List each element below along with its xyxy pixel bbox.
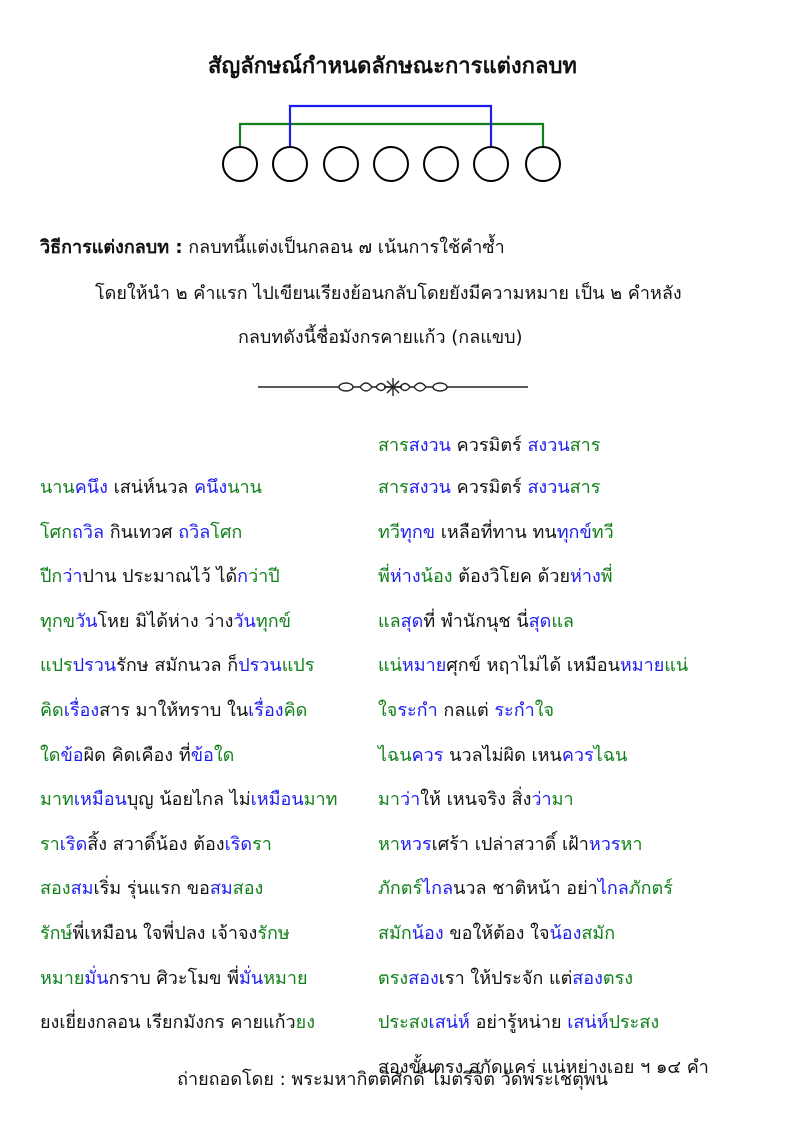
verse-text: เรา ให้ประจัก แต่	[438, 967, 573, 989]
repeated-word: น้อง	[549, 923, 582, 944]
repeated-word: สงวน	[408, 477, 451, 498]
syllable-circle	[424, 147, 458, 181]
repeated-word: มั่น	[84, 967, 109, 989]
repeated-word: แปร	[281, 655, 315, 677]
repeated-word: ข้อ	[190, 744, 214, 766]
repeated-word: ว่าปี	[248, 566, 280, 588]
verse-text: นวลไม่ผิด เหน	[443, 744, 562, 766]
repeated-word: มา	[551, 789, 574, 811]
verse-line-left	[40, 650, 314, 679]
repeated-word: สอง	[232, 878, 264, 900]
syllable-circle	[474, 147, 508, 181]
blue-links	[290, 106, 491, 146]
syllable-circle	[374, 147, 408, 181]
repeated-word: มาท	[303, 789, 338, 811]
repeated-word: สงวน	[527, 435, 570, 456]
repeated-word: ทุกข	[399, 521, 436, 543]
verse-line-right	[378, 1007, 659, 1036]
repeated-word: สม	[209, 878, 233, 900]
verse-text: อย่ารู้หน่าย	[469, 1012, 568, 1034]
repeated-word: สาร	[378, 435, 409, 456]
repeated-word: รา	[252, 833, 272, 855]
verse-text: ที่ พำนักนุช นี่	[423, 610, 529, 632]
verse-text: ศุกข์ หฤาไม่ได้ เหมือน	[446, 655, 620, 677]
repeated-word: เหมือน	[250, 789, 304, 811]
repeated-word: ปรวน	[72, 655, 117, 677]
repeated-word: วัน	[233, 610, 256, 632]
verse-text: ต้องวิโยค ด้วย	[452, 566, 570, 588]
repeated-word: สาร	[569, 435, 601, 456]
repeated-word: ว่า	[531, 789, 552, 811]
repeated-word: รักษ์	[40, 923, 73, 944]
syllable-circle	[324, 147, 358, 181]
verse-line-left	[40, 740, 234, 769]
repeated-word: ถวิล	[72, 521, 105, 543]
verse-text: กินเทวศ	[104, 521, 179, 543]
verse-line-right	[378, 873, 673, 902]
repeated-word: หวร	[399, 833, 432, 855]
verse-text: รักษ สมักนวล ก็	[116, 655, 239, 677]
verse-line-left	[40, 606, 291, 635]
repeated-word: ปรวน	[238, 655, 282, 677]
repeated-word: ใด	[40, 744, 61, 766]
verse-line-left	[40, 517, 242, 546]
repeated-word: ระกำ	[397, 700, 438, 721]
repeated-word: ยง	[295, 1012, 315, 1034]
repeated-word: เสน่ห์	[428, 1012, 470, 1034]
repeated-word: แน่	[664, 655, 689, 677]
repeated-word: เหมือน	[73, 789, 127, 811]
syllable-circle	[526, 147, 560, 181]
repeated-word: พี่	[600, 566, 613, 588]
repeated-word: สุด	[400, 610, 424, 632]
green-links	[240, 124, 543, 146]
repeated-word: เริด	[224, 833, 253, 855]
verse-text: ให้ เหนจริง สิ่ง	[420, 789, 532, 811]
verse-line-right	[378, 784, 574, 813]
description-label: วิธีการแต่งกลบท :	[40, 237, 183, 258]
repeated-word: ข้อ	[60, 744, 84, 766]
repeated-word: ระกำ	[494, 700, 535, 721]
repeated-word: ทวี	[378, 521, 400, 543]
repeated-word: สงวน	[408, 435, 451, 456]
repeated-word: ทุกข์	[255, 610, 291, 632]
repeated-word: น้อง	[411, 923, 444, 944]
repeated-word: สอง	[408, 967, 439, 989]
verse-text: เสน่ห์นวล	[107, 477, 195, 498]
repeated-word: ทุกข์	[556, 521, 592, 543]
verse-text: เริ่ม รุ่นแรก ขอ	[93, 878, 210, 900]
repeated-word: สอง	[40, 878, 71, 900]
verse-line-right	[378, 606, 574, 635]
verse-text: ปาน ประมาณไว้ ได้	[82, 566, 238, 588]
syllable-circle	[273, 147, 307, 181]
description-line-3: กลบทดังนี้ชื่อมังกรคายแก้ว (กลแขบ)	[238, 327, 523, 348]
repeated-word: ก	[237, 566, 249, 588]
verse-line-left	[40, 472, 262, 501]
verse-line-left	[40, 829, 272, 858]
repeated-word: แปร	[40, 655, 73, 677]
repeated-word: ไกล	[422, 878, 454, 900]
verse-line-left	[40, 963, 308, 992]
repeated-word: หา	[378, 833, 400, 855]
repeated-word: หมาย	[401, 655, 447, 677]
verse-text: สาร มาให้ทราบ ใน	[99, 700, 249, 721]
repeated-word: ใด	[213, 744, 235, 766]
verse-text: นวล ชาติหน้า อย่า	[453, 878, 598, 900]
repeated-word: ว่า	[62, 566, 83, 588]
repeated-word: คิด	[40, 700, 64, 721]
repeated-word: คนึง	[194, 477, 228, 498]
repeated-word: สาร	[569, 477, 601, 498]
repeated-word: น้อง	[420, 566, 453, 588]
repeated-word: สงวน	[527, 477, 570, 498]
repeated-word: ทุกข	[40, 610, 76, 632]
repeated-word: ห่าง	[389, 566, 421, 588]
verse-text: เหลือที่ทาน ทน	[435, 521, 557, 543]
verse-text: โหย มิได้ห่าง ว่าง	[97, 610, 234, 632]
repeated-word: ควร	[561, 744, 594, 766]
repeated-word: หมาย	[619, 655, 665, 677]
verse-text: ยงเยี่ยงกลอน เรียกมังกร คายแก้ว	[40, 1012, 296, 1034]
repeated-word: ภักตร์	[628, 878, 673, 900]
repeated-word: แล	[551, 610, 574, 632]
verse-line-left	[40, 873, 263, 902]
verse-line-left	[40, 695, 307, 724]
description-line-2: โดยให้นำ ๒ คำแรก ไปเขียนเรียงย้อนกลับโดยยังมีความหมาย เป็น ๒ คำหลัง	[95, 283, 682, 304]
repeated-word: หา	[620, 833, 643, 855]
repeated-word: นาน	[227, 477, 262, 498]
repeated-word: เริด	[59, 833, 88, 855]
verse-line-right-first	[378, 430, 600, 459]
verse-line-right	[378, 650, 688, 679]
page-title: สัญลักษณ์กำหนดลักษณะการแต่งกลบท	[208, 54, 577, 79]
repeated-word: สอง	[572, 967, 603, 989]
verse-text: เศร้า เปล่าสวาดิ์ เฝ้า	[431, 833, 589, 855]
repeated-word: ใจ	[534, 700, 555, 721]
repeated-word: เรื่อง	[248, 700, 284, 721]
verse-line-right	[378, 740, 627, 769]
repeated-word: แน่	[378, 655, 402, 677]
verse-text: พี่เหมือน ใจพี่ปลง เจ้าจง	[72, 923, 258, 944]
repeated-word: ประสง	[378, 1012, 429, 1034]
transcription-credit: ถ่ายถอดโดย : พระมหากิตติศักดิ์ ไมตรีจิต วัดพระเชตุพน	[177, 1069, 608, 1090]
repeated-word: ทวี	[591, 521, 614, 543]
verse-text: บุญ น้อยไกล ไม่	[126, 789, 251, 811]
repeated-word: ไฉน	[378, 744, 412, 766]
rhyme-scheme-diagram	[0, 98, 785, 188]
verse-text: ขอให้ต้อง ใจ	[443, 923, 550, 944]
repeated-word: นาน	[40, 477, 75, 498]
repeated-word: ภักตร์	[378, 878, 423, 900]
repeated-word: รา	[40, 833, 60, 855]
repeated-word: แล	[378, 610, 401, 632]
repeated-word: ถวิล	[178, 521, 211, 543]
repeated-word: ตรง	[378, 967, 409, 989]
repeated-word: รักษ	[257, 923, 290, 944]
verse-line-left	[40, 918, 290, 947]
repeated-word: ใจ	[378, 700, 398, 721]
verse-line-right	[378, 918, 615, 947]
repeated-word: คิด	[283, 700, 308, 721]
verse-line-right	[378, 963, 633, 992]
repeated-word: สม	[70, 878, 94, 900]
repeated-word: มั่น	[239, 967, 264, 989]
repeated-word: ปีก	[40, 566, 63, 588]
verse-line-right	[378, 829, 642, 858]
repeated-word: สุด	[528, 610, 552, 632]
verse-line-right	[378, 561, 613, 590]
verse-line-left	[40, 784, 337, 813]
repeated-word: มาท	[40, 789, 74, 811]
repeated-word: หวร	[588, 833, 621, 855]
verse-text: กราบ ศิวะโมข พี่	[108, 967, 240, 989]
repeated-word: หมาย	[263, 967, 308, 989]
syllable-circles	[223, 147, 560, 181]
repeated-word: ตรง	[602, 967, 634, 989]
repeated-word: สมัก	[378, 923, 412, 944]
repeated-word: เรื่อง	[63, 700, 100, 721]
verse-line-left	[40, 1007, 315, 1036]
verse-text: ผิด คิดเคือง ที่	[83, 744, 191, 766]
repeated-word: ควร	[411, 744, 444, 766]
repeated-word: โศก	[40, 521, 72, 543]
verse-text: ควรมิตร์	[450, 477, 528, 498]
repeated-word: หมาย	[40, 967, 85, 989]
repeated-word: ว่า	[399, 789, 421, 811]
syllable-circle	[223, 147, 257, 181]
verse-text: กลแต่	[437, 700, 495, 721]
verse-text: สองขั้นตรง สกัดแคร่ แน่หย่างเอย ฯ ๑๔ คำ	[378, 1056, 709, 1078]
repeated-word: ประสง	[608, 1012, 660, 1034]
verse-line-right	[378, 517, 614, 546]
description-text: กลบทนี้แต่งเป็นกลอน ๗ เน้นการใช้คำซ้ำ	[188, 237, 505, 258]
repeated-word: วัน	[75, 610, 98, 632]
verse-line-right	[378, 472, 600, 501]
verse-text: สิ้ง สวาดิ์น้อง ต้อง	[87, 833, 225, 855]
description-line-1	[40, 232, 505, 261]
verse-text: ควรมิตร์	[450, 435, 528, 456]
verse-line-right	[378, 695, 554, 724]
repeated-word: คนึง	[74, 477, 108, 498]
repeated-word: เสน่ห์	[567, 1012, 609, 1034]
repeated-word: ไกล	[597, 878, 629, 900]
repeated-word: โศก	[210, 521, 243, 543]
repeated-word: ห่าง	[570, 566, 601, 588]
repeated-word: ไฉน	[593, 744, 628, 766]
ornamental-divider	[258, 373, 528, 401]
repeated-word: พี่	[378, 566, 390, 588]
verse-line-left	[40, 561, 280, 590]
repeated-word: สมัก	[581, 923, 616, 944]
repeated-word: สาร	[378, 477, 409, 498]
repeated-word: มา	[378, 789, 400, 811]
